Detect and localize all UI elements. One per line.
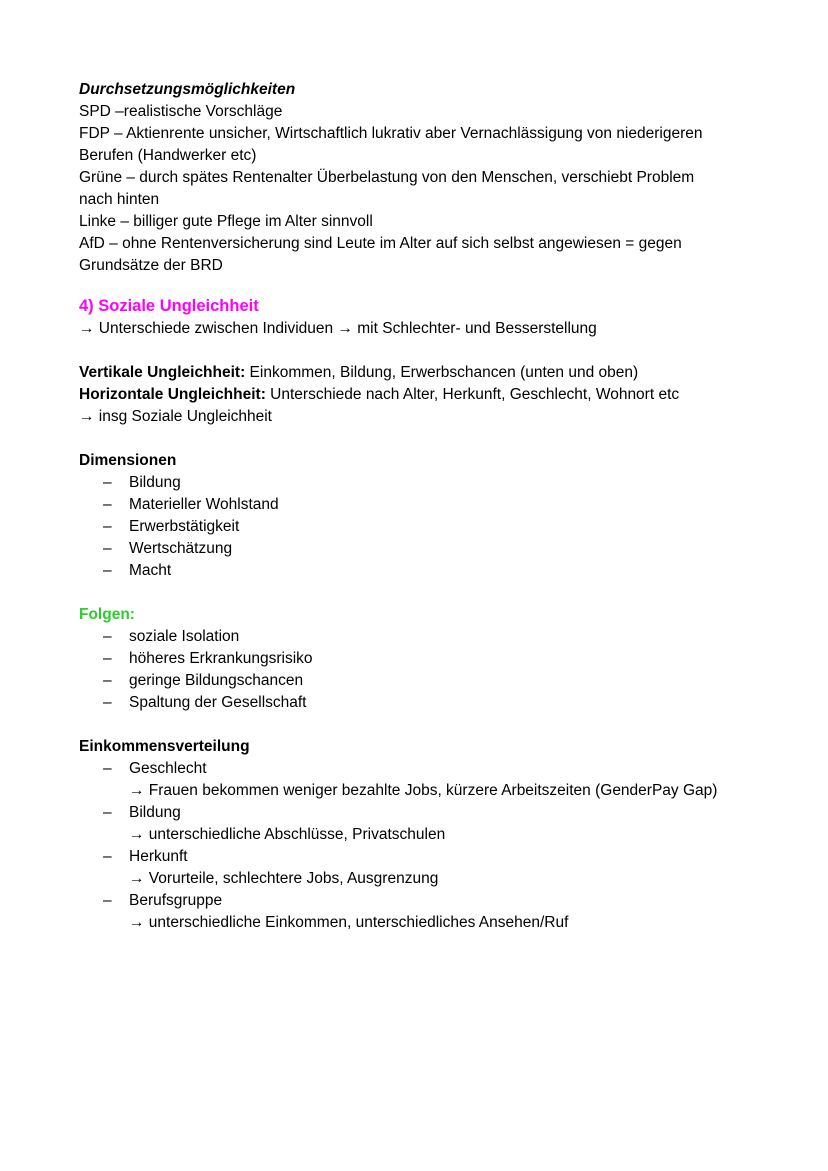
section-title-ungleichheit: 4) Soziale Ungleichheit <box>79 297 259 315</box>
list-item <box>79 648 779 670</box>
list-item-label: Herkunft <box>129 848 188 865</box>
text-line: nach hinten <box>79 191 160 208</box>
dash-bullet: – <box>103 474 112 491</box>
dash-bullet: – <box>103 540 112 557</box>
spacer <box>79 428 779 450</box>
dash-bullet: – <box>103 760 112 777</box>
dash-bullet: – <box>103 672 112 689</box>
list-item-text: Wertschätzung <box>129 540 233 557</box>
list-item <box>79 846 779 890</box>
horizontal-text: Unterschiede nach Alter, Herkunft, Geschlecht, Wohnort etc <box>265 386 680 403</box>
list-item-text: Spaltung der Gesellschaft <box>129 694 307 711</box>
text-line: SPD –realistische Vorschläge <box>79 103 283 120</box>
text-line: Berufen (Handwerker etc) <box>79 147 257 164</box>
list-item-detail: → Vorurteile, schlechtere Jobs, Ausgrenzung <box>129 870 439 887</box>
list-item <box>79 538 779 560</box>
section-title-durchsetzung: Durchsetzungsmöglichkeiten <box>79 81 296 98</box>
vertikal-line <box>79 362 779 384</box>
list-item <box>79 692 779 714</box>
dash-bullet: – <box>103 518 112 535</box>
section-title-einkommensverteilung: Einkommensverteilung <box>79 738 250 755</box>
section-ungleichheit <box>79 295 779 428</box>
dimensionen-list <box>79 472 779 582</box>
text-line: AfD – ohne Rentenversicherung sind Leute im Alter auf sich selbst angewiesen = gegen <box>79 235 682 252</box>
list-item <box>79 890 779 934</box>
list-item-text: Bildung <box>129 474 181 491</box>
vertikal-label: Vertikale Ungleichheit: <box>79 364 246 381</box>
intro-line: → Unterschiede zwischen Individuen → mit Schlechter- und Besserstellung <box>79 320 597 337</box>
section-title-folgen: Folgen: <box>79 606 135 623</box>
document-page <box>79 79 779 934</box>
spacer <box>79 277 779 295</box>
list-item-detail: → unterschiedliche Einkommen, unterschiedliches Ansehen/Ruf <box>129 914 569 931</box>
spacer <box>79 714 779 736</box>
list-item-label: Berufsgruppe <box>129 892 223 909</box>
text-line: FDP – Aktienrente unsicher, Wirtschaftlich lukrativ aber Vernachlässigung von niederigeren <box>79 125 703 142</box>
section-dimensionen <box>79 450 779 582</box>
folgen-list <box>79 626 779 714</box>
text-line: Grüne – durch spätes Rentenalter Überbelastung von den Menschen, verschiebt Problem <box>79 169 695 186</box>
list-item <box>79 670 779 692</box>
dash-bullet: – <box>103 848 112 865</box>
dash-bullet: – <box>103 650 112 667</box>
list-item-label: Geschlecht <box>129 760 207 777</box>
dash-bullet: – <box>103 892 112 909</box>
insg-line: → insg Soziale Ungleichheit <box>79 408 272 425</box>
horizontal-label: Horizontale Ungleichheit: <box>79 386 266 403</box>
section-durchsetzung <box>79 79 779 277</box>
list-item <box>79 516 779 538</box>
dash-bullet: – <box>103 496 112 513</box>
spacer <box>79 340 779 362</box>
section-einkommensverteilung <box>79 736 779 934</box>
horizontal-line <box>79 384 779 406</box>
einkommensverteilung-list <box>79 758 779 934</box>
list-item <box>79 802 779 846</box>
dash-bullet: – <box>103 628 112 645</box>
list-item-text: höheres Erkrankungsrisiko <box>129 650 313 667</box>
vertikal-text: Einkommen, Bildung, Erwerbschancen (unten und oben) <box>245 364 639 381</box>
dash-bullet: – <box>103 804 112 821</box>
list-item-text: geringe Bildungschancen <box>129 672 304 689</box>
text-line: Grundsätze der BRD <box>79 257 223 274</box>
list-item-detail: → unterschiedliche Abschlüsse, Privatschulen <box>129 826 446 843</box>
list-item-text: soziale Isolation <box>129 628 240 645</box>
dash-bullet: – <box>103 694 112 711</box>
section-title-dimensionen: Dimensionen <box>79 452 177 469</box>
spacer <box>79 582 779 604</box>
list-item-text: Macht <box>129 562 172 579</box>
list-item <box>79 494 779 516</box>
list-item-text: Erwerbstätigkeit <box>129 518 240 535</box>
dash-bullet: – <box>103 562 112 579</box>
list-item <box>79 560 779 582</box>
list-item-detail: → Frauen bekommen weniger bezahlte Jobs, kürzere Arbeitszeiten (GenderPay Gap) <box>129 782 718 799</box>
list-item-label: Bildung <box>129 804 181 821</box>
list-item <box>79 758 779 802</box>
text-line: Linke – billiger gute Pflege im Alter sinnvoll <box>79 213 373 230</box>
section-folgen <box>79 604 779 714</box>
list-item <box>79 626 779 648</box>
list-item <box>79 472 779 494</box>
list-item-text: Materieller Wohlstand <box>129 496 279 513</box>
